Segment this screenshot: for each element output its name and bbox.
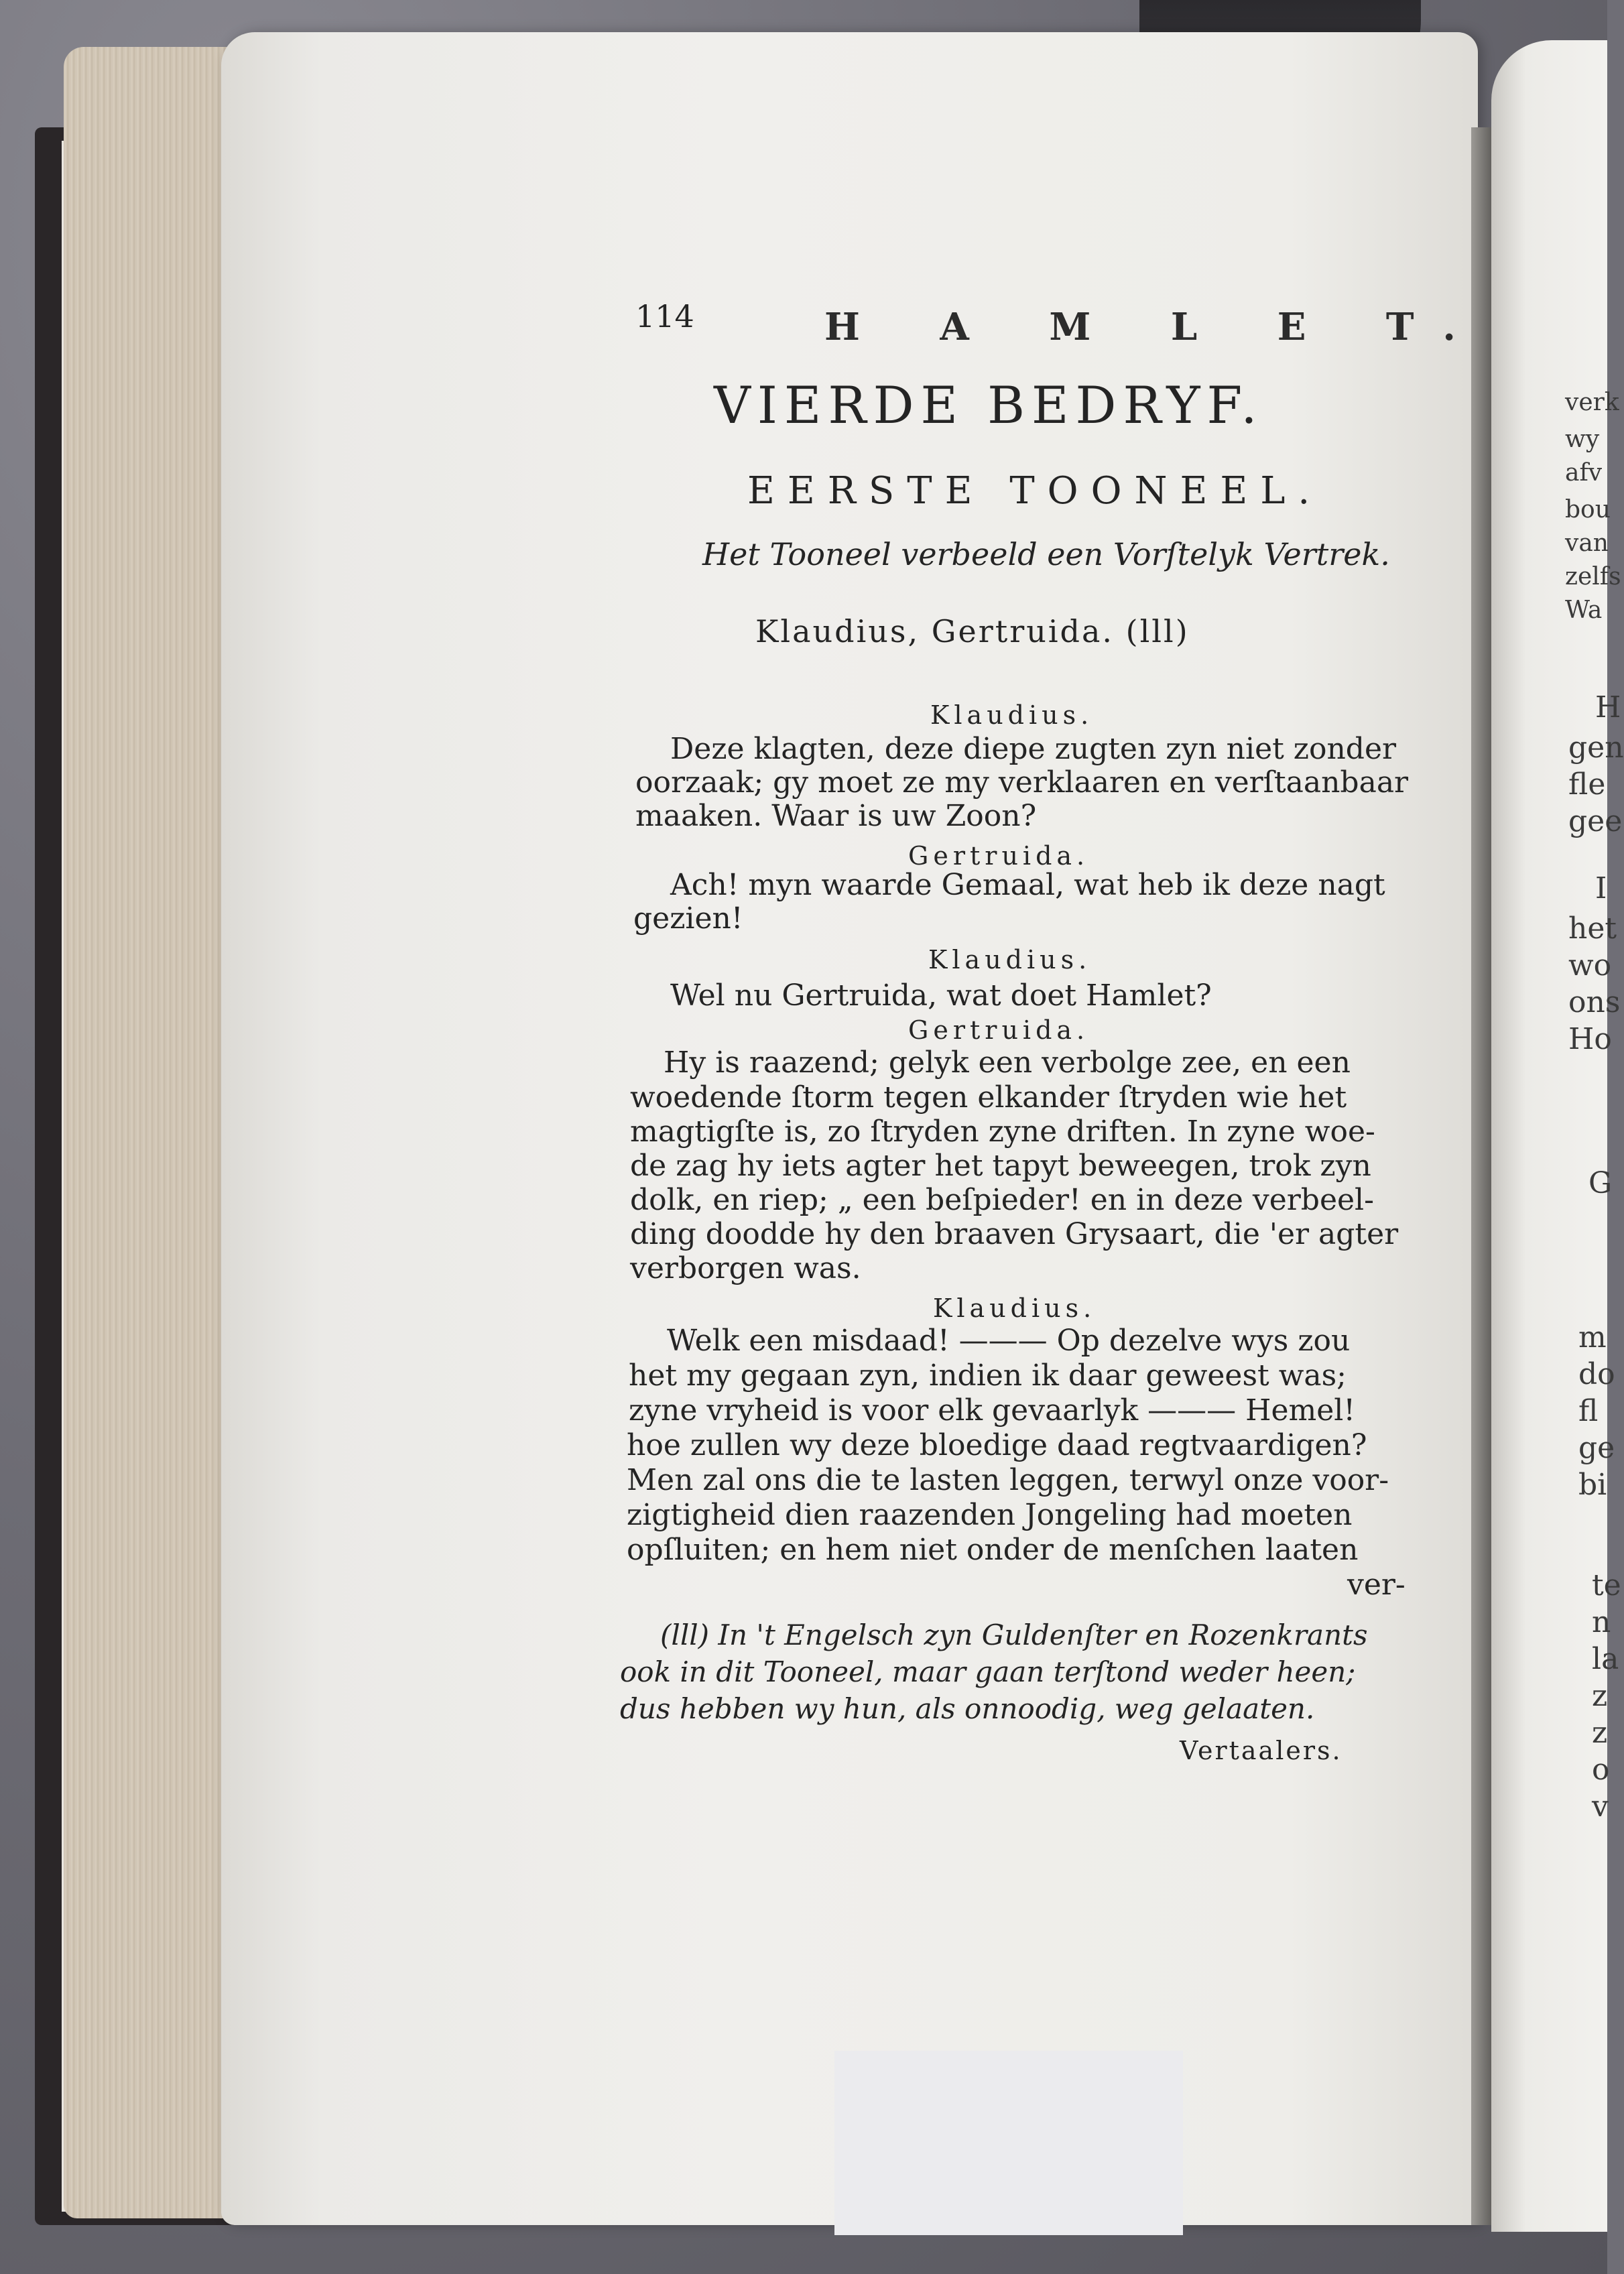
scene-heading: EERSTE TOONEEL.: [747, 469, 1323, 513]
facing-page-fragment: gen: [1568, 731, 1624, 765]
speech-line: Ach! myn waarde Gemaal, wat heb ik deze nagt: [670, 868, 1385, 902]
speech-line: opſluiten; en hem niet onder de menſchen laaten: [627, 1533, 1359, 1567]
speaker-name: Klaudius.: [930, 700, 1094, 730]
footnote-line: dus hebben wy hun, als onnoodig, weg gelaaten.: [620, 1692, 1315, 1725]
facing-page-fragment: wo: [1568, 948, 1612, 983]
facing-page-fragment: I: [1595, 871, 1607, 905]
facing-page-fragment: bi: [1578, 1468, 1607, 1502]
speech-line: woedende ſtorm tegen elkander ſtryden wie het: [630, 1080, 1347, 1115]
page-number: 114: [635, 298, 694, 334]
footnote-line: ook in dit Tooneel, maar gaan terſtond weder heen;: [620, 1655, 1356, 1688]
speaker-name: Klaudius.: [928, 945, 1092, 974]
facing-page-fragment: H: [1595, 690, 1621, 724]
speaker-name: Gertruida.: [908, 1015, 1090, 1045]
speech-line: Hy is raazend; gelyk een verbolge zee, en een: [664, 1046, 1351, 1080]
speech-line: Men zal ons die te lasten leggen, terwyl onze voor-: [627, 1463, 1389, 1497]
facing-page-fragment: bou: [1565, 496, 1611, 523]
catchword: ver-: [1347, 1568, 1406, 1602]
facing-page-fragment: gee: [1568, 804, 1623, 838]
speech-line: het my gegaan zyn, indien ik daar geweest was;: [629, 1359, 1347, 1393]
facing-page-fragment: afv: [1565, 459, 1603, 487]
footnote-signature: Vertaalers.: [1180, 1736, 1342, 1765]
facing-page-fragment: do: [1578, 1357, 1615, 1391]
facing-page-fragment: verk: [1565, 389, 1619, 416]
speech-line: zyne vryheid is voor elk gevaarlyk ——— Hemel!: [629, 1393, 1356, 1428]
facing-page-fragment: o: [1592, 1753, 1610, 1787]
facing-page-fragment: Wa: [1565, 596, 1603, 624]
facing-page-fragment: ge: [1578, 1431, 1615, 1465]
speech-line: gezien!: [633, 901, 743, 936]
speech-line: magtigſte is, zo ſtryden zyne driften. In zyne woe-: [630, 1115, 1375, 1149]
redaction-block: [834, 2051, 1183, 2235]
facing-page-fragment: n: [1592, 1605, 1611, 1639]
facing-page-fragment: te: [1592, 1568, 1621, 1602]
speech-line: Deze klagten, deze diepe zugten zyn niet zonder: [670, 732, 1397, 766]
facing-page-fragment: v: [1592, 1789, 1609, 1824]
facing-page-fragment: ons: [1568, 985, 1621, 1019]
facing-page-fragment: zelfs: [1565, 563, 1621, 590]
facing-page-fragment: het: [1568, 911, 1617, 946]
speech-line: Wel nu Gertruida, wat doet Hamlet?: [670, 978, 1212, 1013]
stage-setting: Het Tooneel verbeeld een Vorſtelyk Vertrek.: [702, 536, 1390, 572]
facing-page-fragment: Ho: [1568, 1022, 1612, 1056]
facing-page-fragment: m: [1578, 1320, 1607, 1354]
facing-page-fragment: la: [1592, 1642, 1619, 1676]
facing-page: [1491, 40, 1624, 2232]
facing-page-fragment: van: [1565, 529, 1609, 557]
speech-line: dolk, en riep; „ een beſpieder! en in deze verbeel-: [630, 1183, 1374, 1217]
facing-page-fragment: fl: [1578, 1394, 1599, 1428]
footnote-line: (lll) In 't Engelsch zyn Guldenſter en Rozenkrants: [660, 1619, 1368, 1651]
facing-page-fragment: z: [1592, 1679, 1608, 1713]
running-head: H A M L E T.: [824, 305, 1489, 349]
speaker-name: Klaudius.: [933, 1293, 1097, 1323]
speech-line: Welk een misdaad! ——— Op dezelve wys zou: [667, 1324, 1351, 1358]
act-heading: VIERDE BEDRYF.: [714, 375, 1264, 435]
speech-line: zigtigheid dien raazenden Jongeling had moeten: [627, 1498, 1353, 1532]
speech-line: ding doodde hy den braaven Grysaart, die 'er agter: [630, 1217, 1399, 1251]
facing-page-fragment: wy: [1565, 426, 1600, 453]
facing-page-fragment: G: [1588, 1166, 1613, 1200]
facing-page-fragment: fle: [1568, 767, 1606, 802]
speech-line: de zag hy iets agter het tapyt beweegen, trok zyn: [630, 1149, 1371, 1183]
speaker-name: Gertruida.: [908, 841, 1090, 871]
speech-line: verborgen was.: [630, 1251, 861, 1285]
speech-line: oorzaak; gy moet ze my verklaaren en verſtaanbaar: [635, 765, 1409, 800]
character-list: Klaudius, Gertruida. (lll): [755, 613, 1190, 649]
facing-page-fragment: z: [1592, 1716, 1608, 1750]
speech-line: maaken. Waar is uw Zoon?: [635, 799, 1037, 833]
speech-line: hoe zullen wy deze bloedige daad regtvaardigen?: [627, 1428, 1367, 1462]
